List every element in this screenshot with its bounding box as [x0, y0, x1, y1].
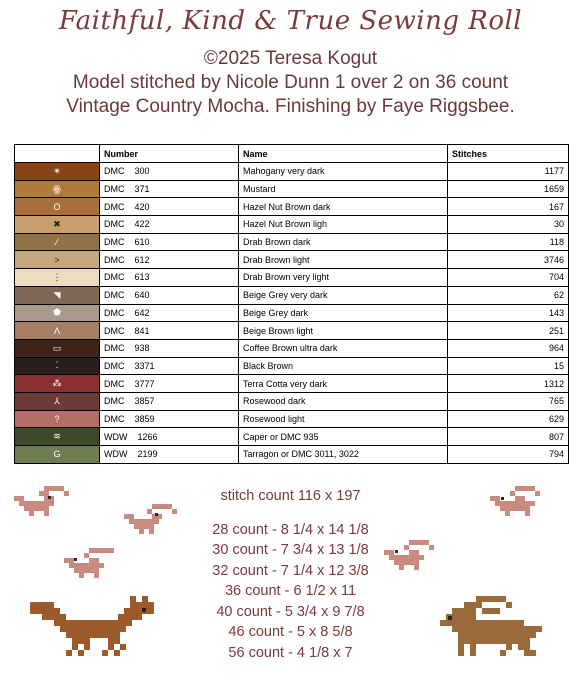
size-line: 40 count - 5 3/4 x 9 7/8 [216, 603, 365, 620]
hare-motif [440, 596, 552, 666]
stitch-symbol: ≋ [53, 431, 61, 442]
rabbit-motif-mid-left [124, 504, 182, 540]
thread-number [100, 269, 239, 287]
thread-brand: DMC [104, 166, 125, 177]
size-line: 36 count - 6 1/2 x 11 [224, 583, 357, 599]
thread-name: Beige Brown light [239, 322, 448, 340]
table-row [15, 339, 569, 357]
color-swatch [15, 410, 100, 428]
thread-code: 610 [134, 237, 150, 248]
color-swatch [15, 216, 100, 234]
thread-brand: DMC [104, 413, 125, 424]
thread-name: Drab Brown very light [239, 269, 448, 287]
header-number: Number [100, 145, 239, 163]
table-row [15, 357, 569, 375]
table-row [15, 269, 569, 287]
table-row [15, 233, 569, 251]
thread-number [100, 428, 239, 446]
stitch-symbol: Λ [53, 325, 60, 336]
thread-brand: DMC [104, 184, 125, 195]
color-swatch [15, 446, 100, 464]
thread-code: 938 [134, 343, 150, 354]
table-row [15, 375, 569, 393]
thread-number [100, 410, 239, 428]
size-line: 32 count - 7 1/4 x 12 3/8 [212, 562, 369, 579]
table-row [15, 163, 569, 181]
stitch-symbol: ⁚ [55, 360, 59, 371]
stitch-symbol: G [53, 449, 61, 460]
table-row [15, 446, 569, 464]
thread-number [100, 446, 239, 464]
color-swatch [15, 233, 100, 251]
thread-number [100, 233, 239, 251]
table-row [15, 251, 569, 269]
stitch-count: stitch count 116 x 197 [220, 488, 361, 504]
thread-name: Beige Grey very dark [239, 286, 448, 304]
credit-line-1: Model stitched by Nicole Dunn 1 over 2 on 36 count [72, 72, 509, 93]
thread-number [100, 198, 239, 216]
header-swatch [15, 145, 100, 163]
color-swatch [15, 322, 100, 340]
thread-number [100, 163, 239, 181]
thread-brand: DMC [104, 272, 125, 283]
stitch-count-cell: 1312 [448, 375, 569, 393]
thread-name: Tarragon or DMC 3011, 3022 [239, 446, 448, 464]
thread-name: Hazel Nut Brown ligh [239, 216, 448, 234]
color-swatch [15, 339, 100, 357]
thread-name: Black Brown [239, 357, 448, 375]
table-row [15, 180, 569, 198]
table-row [15, 304, 569, 322]
thread-name: Hazel Nut Brown dark [239, 198, 448, 216]
thread-brand: WDW [104, 431, 128, 442]
thread-code: 612 [134, 254, 150, 265]
table-row [15, 216, 569, 234]
stitch-count-cell: 807 [448, 428, 569, 446]
color-swatch [15, 304, 100, 322]
thread-number [100, 216, 239, 234]
thread-code: 3859 [134, 413, 155, 424]
thread-code: 841 [134, 325, 150, 336]
thread-brand: DMC [104, 290, 125, 301]
color-swatch [15, 269, 100, 287]
table-row [15, 392, 569, 410]
stitch-count-cell: 251 [448, 322, 569, 340]
stitch-count-cell: 794 [448, 446, 569, 464]
thread-name: Caper or DMC 935 [239, 428, 448, 446]
stitch-symbol: > [54, 254, 60, 265]
rabbit-motif-lower-left [64, 548, 124, 584]
size-line: 28 count - 8 1/4 x 14 1/8 [212, 521, 369, 538]
stitch-symbol: ⬟ [53, 307, 61, 318]
thread-name: Mustard [239, 180, 448, 198]
thread-name: Drab Brown light [239, 251, 448, 269]
thread-brand: DMC [104, 307, 125, 318]
thread-code: 613 [134, 272, 150, 283]
thread-brand: DMC [104, 360, 125, 371]
thread-name: Coffee Brown ultra dark [239, 339, 448, 357]
stitch-count-cell: 629 [448, 410, 569, 428]
color-swatch [15, 357, 100, 375]
color-swatch [15, 163, 100, 181]
stitch-symbol: ✖ [53, 218, 61, 229]
thread-brand: DMC [104, 219, 125, 230]
table-row [15, 198, 569, 216]
thread-brand: DMC [104, 396, 125, 407]
thread-key-table [14, 144, 569, 464]
color-swatch [15, 180, 100, 198]
rabbit-motif-mid-right [384, 540, 442, 576]
size-line: 46 count - 5 x 8 5/8 [228, 624, 353, 640]
stitch-symbol: ✶ [53, 165, 61, 176]
stitch-symbol: ⁂ [52, 378, 62, 389]
stitch-count-cell: 62 [448, 286, 569, 304]
thread-code: 2199 [137, 449, 158, 460]
thread-code: 3371 [134, 360, 155, 371]
thread-number [100, 180, 239, 198]
thread-number [100, 304, 239, 322]
thread-code: 420 [134, 201, 150, 212]
thread-code: 642 [134, 307, 150, 318]
rabbit-motif-top-left [14, 486, 78, 520]
thread-code: 640 [134, 290, 150, 301]
thread-brand: DMC [104, 201, 125, 212]
thread-name: Terra Cotta very dark [239, 375, 448, 393]
stitch-symbol: O [53, 201, 61, 212]
thread-number [100, 392, 239, 410]
stitch-symbol: ◥ [53, 289, 61, 300]
stitch-count-cell: 1659 [448, 180, 569, 198]
table-body [15, 163, 569, 464]
thread-code: 1266 [137, 431, 158, 442]
size-line: 30 count - 7 3/4 x 13 1/8 [212, 542, 369, 558]
stitch-count-cell: 167 [448, 198, 569, 216]
stitch-count-cell: 30 [448, 216, 569, 234]
thread-brand: DMC [104, 378, 125, 389]
stitch-count-cell: 118 [448, 233, 569, 251]
stitch-symbol: ▭ [52, 342, 62, 353]
color-swatch [15, 198, 100, 216]
thread-brand: DMC [104, 254, 125, 265]
thread-name: Drab Brown dark [239, 233, 448, 251]
thread-code: 300 [134, 166, 150, 177]
stitch-count-cell: 964 [448, 339, 569, 357]
table-row [15, 428, 569, 446]
thread-number [100, 251, 239, 269]
stitch-count-cell: 15 [448, 357, 569, 375]
stitch-symbol: ⅄ [54, 395, 60, 406]
table-row [15, 322, 569, 340]
thread-name: Mahogany very dark [239, 163, 448, 181]
stitch-count-cell: 143 [448, 304, 569, 322]
color-swatch [15, 392, 100, 410]
copyright-line: ©2025 Teresa Kogut [203, 48, 378, 69]
thread-number [100, 357, 239, 375]
color-swatch [15, 286, 100, 304]
stitch-count-cell: 765 [448, 392, 569, 410]
stitch-symbol: ꙮ [53, 183, 61, 194]
page-title: Faithful, Kind & True Sewing Roll [58, 6, 523, 36]
size-line: 56 count - 4 1/8 x 7 [228, 644, 353, 661]
color-swatch [15, 375, 100, 393]
thread-name: Rosewood dark [239, 392, 448, 410]
stitch-count-cell: 704 [448, 269, 569, 287]
stitch-count-cell: 1177 [448, 163, 569, 181]
thread-number [100, 339, 239, 357]
header-stitches: Stitches [448, 145, 569, 163]
thread-code: 3857 [134, 396, 155, 407]
table-header-row [15, 145, 569, 163]
thread-number [100, 375, 239, 393]
thread-name: Rosewood light [239, 410, 448, 428]
thread-brand: DMC [104, 325, 125, 336]
table-row [15, 286, 569, 304]
credit-line-2: Vintage Country Mocha. Finishing by Faye Riggsbee. [66, 96, 515, 117]
thread-brand: DMC [104, 237, 125, 248]
thread-brand: WDW [104, 449, 128, 460]
stitch-symbol: ⋮ [52, 271, 62, 282]
stitch-symbol: ⁄ [56, 237, 58, 248]
thread-brand: DMC [104, 343, 125, 354]
stitch-stats [184, 486, 397, 663]
header-name: Name [239, 145, 448, 163]
color-swatch [15, 251, 100, 269]
table-row [15, 410, 569, 428]
fox-motif [30, 596, 158, 664]
stitch-symbol: ? [54, 413, 60, 424]
thread-code: 422 [134, 219, 150, 230]
thread-number [100, 322, 239, 340]
rabbit-motif-top-right [490, 486, 550, 520]
color-swatch [15, 428, 100, 446]
thread-number [100, 286, 239, 304]
stitch-count-cell: 3746 [448, 251, 569, 269]
thread-name: Beige Grey dark [239, 304, 448, 322]
thread-code: 3777 [134, 378, 155, 389]
thread-code: 371 [134, 184, 150, 195]
